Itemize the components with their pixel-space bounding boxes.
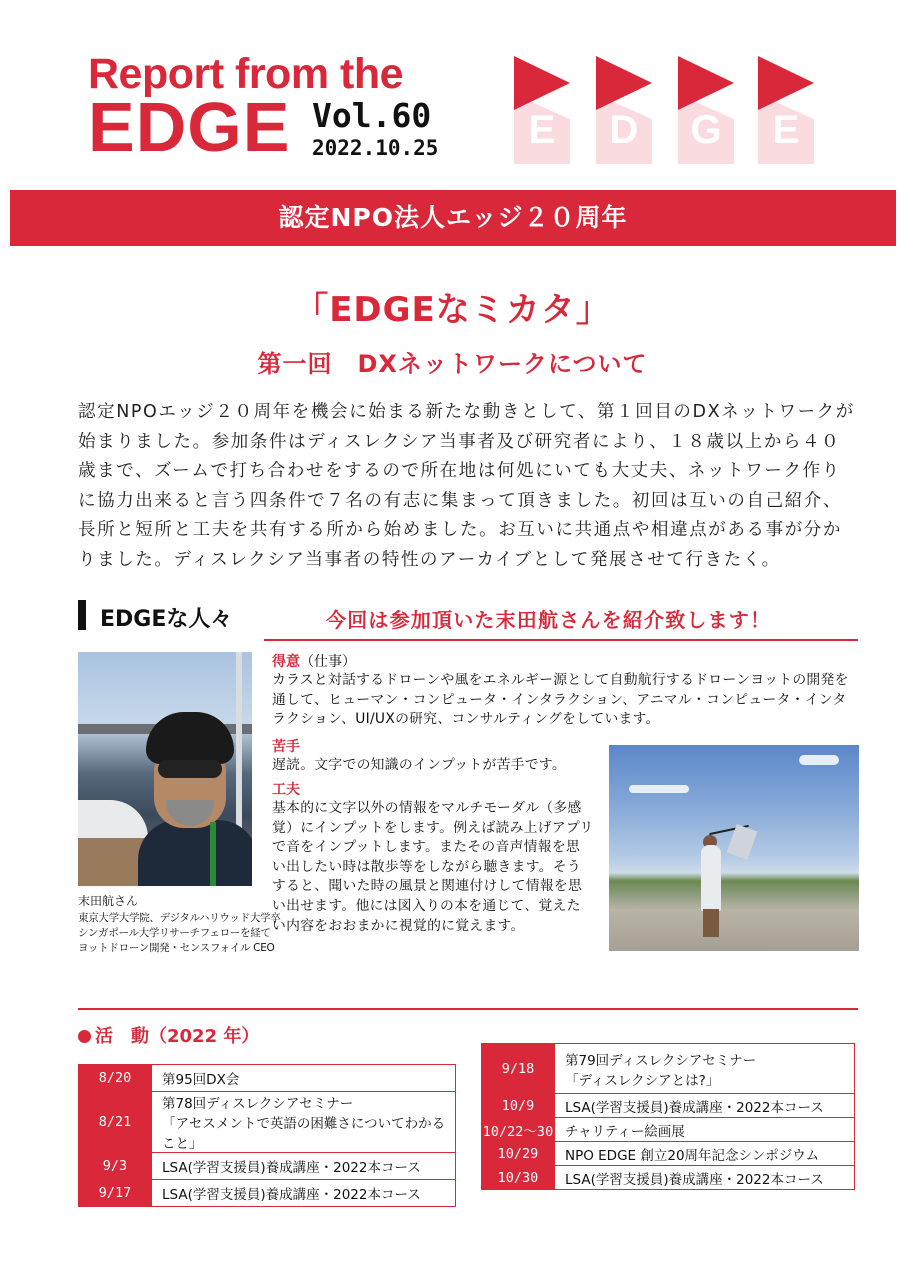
weakness-label: 苦手 xyxy=(272,739,300,755)
caption-name: 末田航さん xyxy=(78,894,139,908)
activities-table-left xyxy=(78,1064,456,1207)
table-row xyxy=(482,1166,855,1190)
logo-letter-e-2: E xyxy=(758,56,816,164)
table-row xyxy=(482,1044,855,1094)
newsletter-title: Report from the xyxy=(88,50,403,98)
volume-number: Vol.60 xyxy=(312,96,432,135)
table-row xyxy=(79,1153,456,1180)
strength-label: 得意 xyxy=(272,654,300,670)
caption-line: ヨットドローン開発・センスフォイル CEO xyxy=(78,942,275,954)
logo-letter-g: G xyxy=(678,56,736,164)
article-subtitle: 第一回 DXネットワークについて xyxy=(257,350,648,378)
table-row xyxy=(482,1118,855,1142)
activity-event: NPO EDGE 創立20周年記念シンポジウム xyxy=(555,1142,855,1166)
activity-date: 9/3 xyxy=(79,1153,152,1180)
activities-heading xyxy=(78,1022,259,1048)
activity-event: 第95回DX会 xyxy=(152,1065,456,1092)
anniversary-banner: 認定NPO法人エッジ２０周年 xyxy=(10,190,896,246)
activity-event: 第78回ディスレクシアセミナー 「アセスメントで英語の困難さについてわかること」 xyxy=(152,1092,456,1153)
weakness-text: 遅読。文字での知識のインプットが苦手です。 xyxy=(272,757,566,773)
activities-table-right xyxy=(481,1043,855,1190)
bullet-icon xyxy=(78,1030,91,1043)
ingenuity-text: 基本的に文字以外の情報をマルチモーダル（多感覚）にインプットをします。例えば読み上げアプリで音をインプットします。またその音声情報を思い出したい時は散歩等をしながら聴きます。そうすると、聞いた時の風景と関連付けして情報を思い出せます。他には図入りの本を通じて、覚えたい内容をおおまかに視覚的に覚えます。 xyxy=(272,800,594,934)
activity-date: 10/30 xyxy=(482,1166,555,1190)
activity-date: 10/22～30 xyxy=(482,1118,555,1142)
issue-date: 2022.10.25 xyxy=(312,136,439,160)
table-row xyxy=(482,1094,855,1118)
ingenuity-label: 工夫 xyxy=(272,782,300,798)
logo-letter-d: D xyxy=(596,56,654,164)
activity-event: 第79回ディスレクシアセミナー 「ディスレクシアとは?」 xyxy=(555,1044,855,1094)
table-row xyxy=(482,1142,855,1166)
logo-letter-e-1: E xyxy=(514,56,572,164)
activity-event: LSA(学習支援員)養成講座・2022本コース xyxy=(152,1153,456,1180)
activity-event: LSA(学習支援員)養成講座・2022本コース xyxy=(555,1166,855,1190)
activities-divider xyxy=(78,1008,858,1010)
caption-line: 東京大学大学院、デジタルハリウッド大学卒 xyxy=(78,912,281,924)
intro-paragraph: 認定NPOエッジ２０周年を機会に始まる新たな動きとして、第１回目のDXネットワークが始まりました。参加条件はディスレクシア当事者及び研究者により、１８歳以上から４０歳まで、ズームで打ち合わせをするので所在地は何処にいても大丈夫、ネットワーク作りに協力出来ると言う四条件で７名の有志に集まって頂きました。初回は互いの自己紹介、長所と短所と工夫を共有する所から始めました。お互いに共通点や相違点がある事が分かりました。ディスレクシア当事者の特性のアーカイブとして発展させて行きたく。 xyxy=(78,402,855,570)
people-section-intro: 今回は参加頂いた末田航さんを紹介致します！ xyxy=(326,608,772,632)
portrait-photo xyxy=(78,652,252,886)
people-section-title: EDGEな人々 xyxy=(100,607,233,632)
article-title: 「EDGEなミカタ」 xyxy=(294,290,611,330)
activity-date: 10/9 xyxy=(482,1094,555,1118)
strength-text: カラスと対話するドローンや風をエネルギー源として自動航行するドローンヨットの開発を通して、ヒューマン・コンピュータ・インタラクション、アニマル・コンピュータ・インタラクション、UI/UXの研究、コンサルティングをしています。 xyxy=(272,672,849,728)
activity-event: LSA(学習支援員)養成講座・2022本コース xyxy=(152,1180,456,1207)
activities-title: 活 動（2022 年） xyxy=(95,1026,260,1047)
activity-date: 9/18 xyxy=(482,1044,555,1094)
activity-date: 8/20 xyxy=(79,1065,152,1092)
section-marker xyxy=(78,600,86,630)
table-row xyxy=(79,1092,456,1153)
activity-date: 10/29 xyxy=(482,1142,555,1166)
activity-date: 8/21 xyxy=(79,1092,152,1153)
strength-note: （仕事） xyxy=(300,654,356,670)
table-row xyxy=(79,1180,456,1207)
strength-heading xyxy=(272,651,356,671)
activity-event: チャリティー絵画展 xyxy=(555,1118,855,1142)
table-row xyxy=(79,1065,456,1092)
section-divider xyxy=(264,639,858,641)
newsletter-title-edge: EDGE xyxy=(88,88,291,166)
drone-flying-photo xyxy=(609,745,859,951)
caption-line: シンガポール大学リサーチフェローを経て xyxy=(78,927,271,939)
activity-date: 9/17 xyxy=(79,1180,152,1207)
activity-event: LSA(学習支援員)養成講座・2022本コース xyxy=(555,1094,855,1118)
